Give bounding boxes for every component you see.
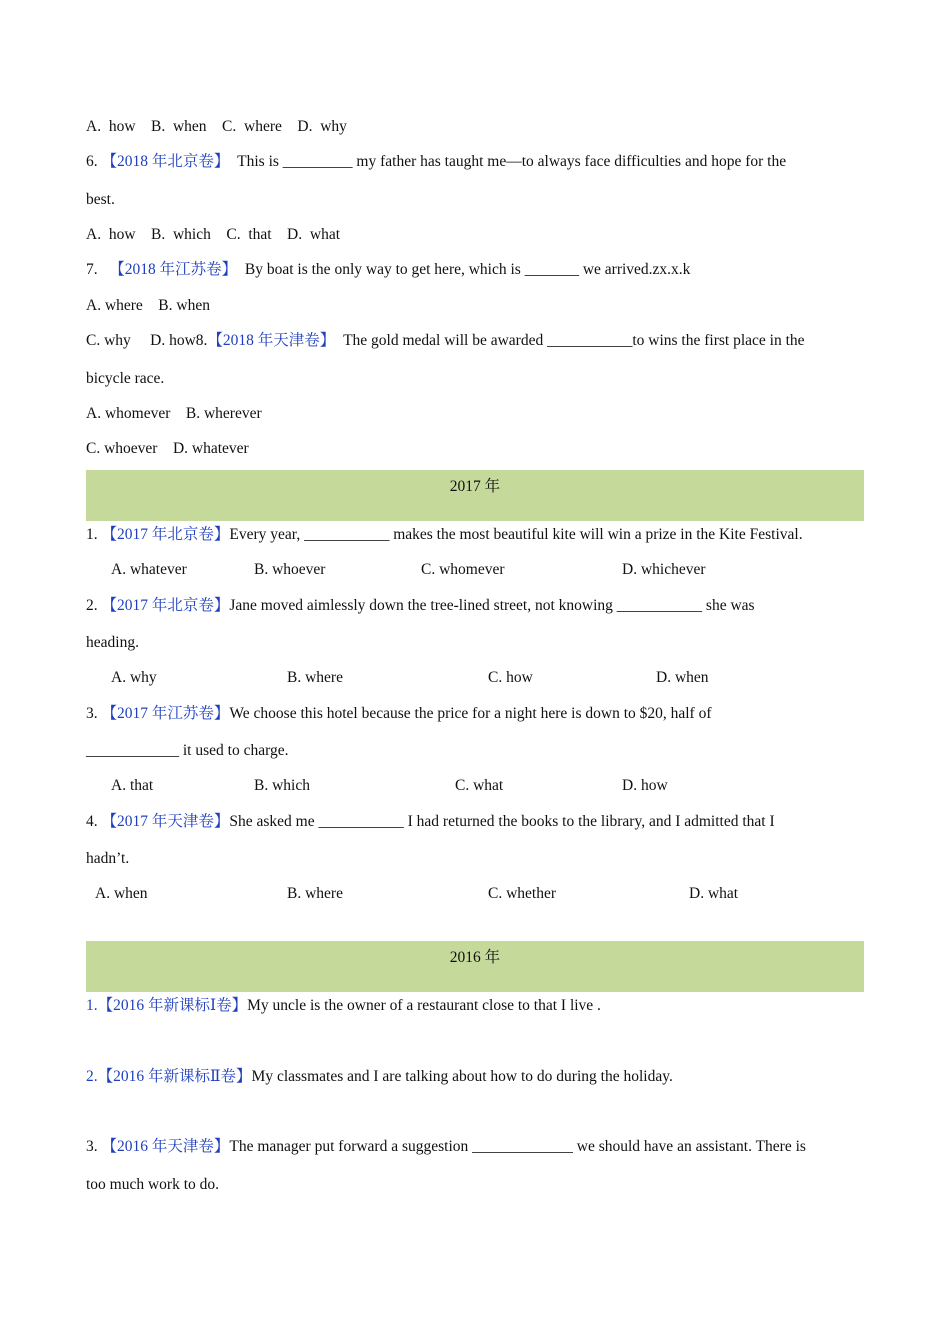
2017-q2-option-c: C. how bbox=[488, 669, 533, 686]
2017-q1-source: 【2017 年北京卷】 bbox=[101, 526, 230, 543]
2016-q1-source: 【2016 年新课标Ⅰ卷】 bbox=[97, 997, 248, 1014]
2017-q4-source: 【2017 年天津卷】 bbox=[101, 813, 230, 830]
2017-q3-source: 【2017 年江苏卷】 bbox=[101, 705, 230, 722]
q7-source: 【2018 年江苏卷】 bbox=[109, 261, 238, 278]
q6-text: This is _________ my father has taught me—to always face difficulties and hope for the bbox=[229, 153, 787, 170]
2016-q3-number: 3. bbox=[86, 1138, 102, 1155]
2017-q4-number: 4. bbox=[86, 813, 102, 830]
2017-q2-option-b: B. where bbox=[287, 669, 343, 686]
q5-options: A. how B. when C. where D. why bbox=[86, 118, 347, 135]
2017-q3-option-b: B. which bbox=[254, 777, 310, 794]
2017-q1-text: Every year, ___________ makes the most beautiful kite will win a prize in the Kite Festival. bbox=[229, 526, 803, 543]
2017-q3-line bbox=[86, 704, 712, 724]
q7-text: By boat is the only way to get here, which is _______ we arrived.zx.x.k bbox=[237, 261, 691, 278]
2017-q1-option-a: A. whatever bbox=[111, 561, 187, 578]
2016-q2-number: 2. bbox=[86, 1068, 98, 1085]
section-header-2016 bbox=[86, 941, 864, 992]
section-header-2017 bbox=[86, 470, 864, 521]
2016-q3-text: The manager put forward a suggestion _____________ we should have an assistant. There is bbox=[229, 1138, 806, 1155]
q7-number: 7. bbox=[86, 261, 110, 278]
2017-q4-text: She asked me ___________ I had returned the books to the library, and I admitted that I bbox=[229, 813, 775, 830]
2016-q1-text: My uncle is the owner of a restaurant close to that I live . bbox=[247, 997, 601, 1014]
2016-q3-line bbox=[86, 1137, 806, 1157]
2017-q4-option-c: C. whether bbox=[488, 885, 557, 902]
2017-q4-option-a: A. when bbox=[95, 885, 148, 902]
2017-q4-line bbox=[86, 812, 775, 832]
2017-q2-text: Jane moved aimlessly down the tree-lined street, not knowing ___________ she was bbox=[229, 597, 755, 614]
q7-options-ab: A. where B. when bbox=[86, 297, 210, 314]
2017-q2-option-a: A. why bbox=[111, 669, 157, 686]
2017-q1-option-b: B. whoever bbox=[254, 561, 326, 578]
2017-q2-number: 2. bbox=[86, 597, 102, 614]
2017-q3-option-a: A. that bbox=[111, 777, 154, 794]
2017-q1-option-c: C. whomever bbox=[421, 561, 505, 578]
section-title-2016: 2016 年 bbox=[449, 949, 501, 966]
q7-options-cd-q8-number: C. why D. how8. bbox=[86, 332, 208, 349]
2017-q1-option-d: D. whichever bbox=[622, 561, 706, 578]
q8-continuation: bicycle race. bbox=[86, 370, 165, 387]
section-title-2017: 2017 年 bbox=[449, 478, 501, 495]
2017-q4-continuation: hadn’t. bbox=[86, 850, 130, 867]
q8-source: 【2018 年天津卷】 bbox=[207, 332, 336, 349]
2017-q3-text: We choose this hotel because the price for a night here is down to $20, half of bbox=[229, 705, 712, 722]
2017-q2-line bbox=[86, 596, 755, 616]
q6-line bbox=[86, 152, 786, 172]
q8-options-ab: A. whomever B. wherever bbox=[86, 405, 262, 422]
2016-q3-source: 【2016 年天津卷】 bbox=[101, 1138, 230, 1155]
2017-q2-source: 【2017 年北京卷】 bbox=[101, 597, 230, 614]
2017-q3-option-c: C. what bbox=[455, 777, 504, 794]
2016-q1-number: 1. bbox=[86, 997, 98, 1014]
q6-source: 【2018 年北京卷】 bbox=[101, 153, 230, 170]
2017-q3-number: 3. bbox=[86, 705, 102, 722]
2016-q3-continuation: too much work to do. bbox=[86, 1176, 220, 1193]
q8-options-cd: C. whoever D. whatever bbox=[86, 440, 249, 457]
2017-q1-line bbox=[86, 525, 803, 545]
q6-number: 6. bbox=[86, 153, 102, 170]
q8-line bbox=[86, 331, 805, 351]
q6-options: A. how B. which C. that D. what bbox=[86, 226, 341, 243]
2017-q2-continuation: heading. bbox=[86, 634, 139, 651]
2016-q2-line bbox=[86, 1067, 673, 1087]
2017-q3-option-d: D. how bbox=[622, 777, 668, 794]
2017-q4-option-d: D. what bbox=[689, 885, 739, 902]
2017-q4-option-b: B. where bbox=[287, 885, 343, 902]
2017-q3-continuation: ____________ it used to charge. bbox=[86, 742, 289, 759]
q8-text: The gold medal will be awarded ___________to wins the first place in the bbox=[335, 332, 805, 349]
2016-q1-line bbox=[86, 996, 601, 1016]
q7-line bbox=[86, 260, 690, 280]
q6-continuation: best. bbox=[86, 191, 115, 208]
2017-q1-number: 1. bbox=[86, 526, 102, 543]
2016-q2-text: My classmates and I are talking about how to do during the holiday. bbox=[251, 1068, 673, 1085]
2017-q2-option-d: D. when bbox=[656, 669, 709, 686]
2016-q2-source: 【2016 年新课标Ⅱ卷】 bbox=[97, 1068, 252, 1085]
